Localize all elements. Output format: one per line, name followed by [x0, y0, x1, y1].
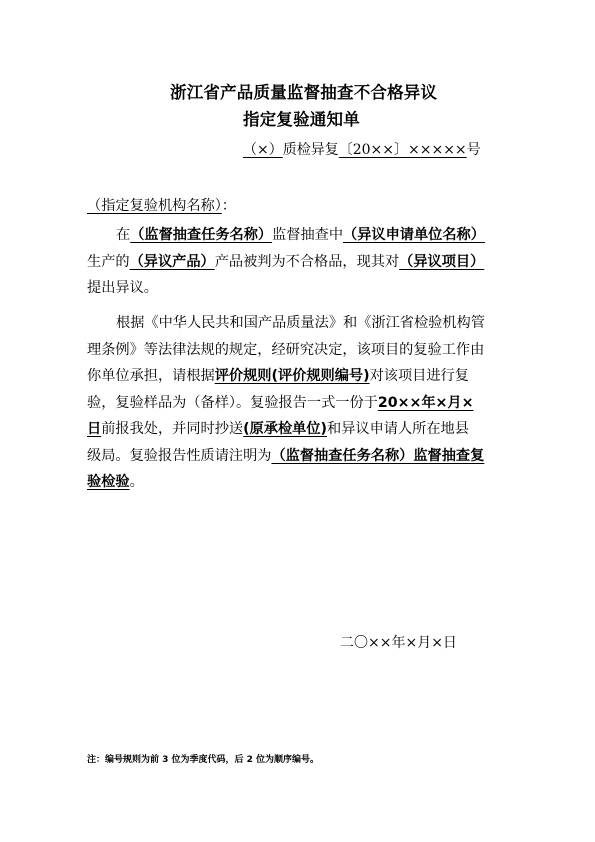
doc-number-prefix: （×） [243, 142, 283, 158]
product-name: （异议产品） [129, 253, 215, 270]
para2-text: 前报我处，并同时抄送 [101, 421, 244, 437]
para2-line-4 [87, 390, 517, 417]
addressee [87, 193, 236, 220]
paragraph-2 [87, 310, 517, 496]
title-line-1: 浙江省产品质量监督抽查不合格异议 [170, 83, 438, 102]
para2-text: 级局。复验报告性质请注明为 [87, 447, 272, 464]
para1-line-2 [87, 249, 517, 276]
para2-text: 。 [129, 474, 144, 490]
para2-text: 对该项目进行复 [369, 368, 469, 384]
paragraph-1 [87, 222, 517, 302]
objection-item: （异议项目） [399, 253, 485, 270]
para2-text: 验，复验样品为（备样）。复验报告一式一份于 [87, 394, 378, 411]
footnote: 注：编号规则为前 3 位为季度代码，后 2 位为顺序编号。 [87, 755, 320, 765]
para1-line-3: 提出异议。 [87, 280, 158, 296]
doc-number-value: 〔20××〕××××× [338, 142, 467, 158]
original-inspection-unit: (原承检单位) [243, 421, 327, 437]
document-number [243, 139, 481, 159]
para2-text: 和异议申请人所在地县 [327, 421, 469, 437]
para2-line-5 [87, 416, 517, 443]
evaluation-rule: 评价规则(评价规则编号) [214, 368, 370, 384]
doc-number-mid: 质检异复 [282, 142, 339, 158]
para2-line-7 [87, 469, 517, 496]
para2-line-2: 理条例》等法律法规的规定，经研究决定，该项目的复验工作由 [87, 341, 485, 358]
deadline-date-end: 日 [87, 421, 102, 437]
report-nature: （监督抽查任务名称）监督抽查复 [271, 447, 485, 464]
report-nature-end: 验检验 [87, 474, 130, 490]
sign-date: 二〇××年×月×日 [340, 635, 457, 651]
task-name: （监督抽查任务名称） [130, 227, 273, 243]
para1-text: 生产的 [87, 253, 130, 270]
para1-text: 在 [116, 227, 131, 243]
title-line-2: 指定复验通知单 [243, 110, 360, 129]
addressee-name: （指定复验机构名称） [87, 198, 222, 214]
para2-line-1 [87, 310, 517, 337]
para2-text: 你单位承担，请根据 [87, 368, 215, 384]
para1-text: 监督抽查中 [272, 227, 344, 243]
deadline-date: 20××年×月× [377, 394, 474, 411]
applicant-name: （异议申请单位名称） [343, 227, 485, 243]
para1-text: 产品被判为不合格品，现其对 [214, 253, 400, 270]
addressee-colon: ： [221, 198, 236, 214]
para1-line-1 [87, 222, 517, 249]
para2-text: 根据《中华人民共和国产品质量法》和《浙江省检验机构管 [116, 315, 485, 331]
para2-line-3 [87, 363, 517, 390]
doc-number-suffix: 号 [466, 142, 481, 158]
para2-line-6 [87, 443, 517, 470]
